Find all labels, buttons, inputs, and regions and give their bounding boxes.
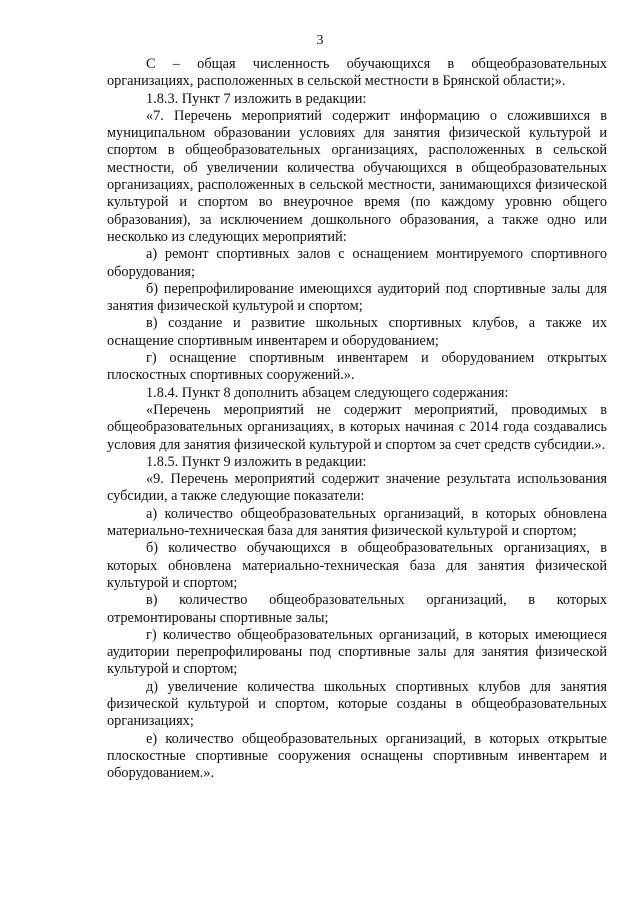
list-item-b-reprofiling: б) перепрофилирование имеющихся аудиторий под спортивные залы для занятия физической культурой и спортом; [107,280,607,315]
list-item-v-sports-clubs: в) создание и развитие школьных спортивных клубов, а также их оснащение спортивным инвентарем и оборудованием; [107,315,607,349]
paragraph-1-8-4-heading: 1.8.4. Пункт 8 дополнить абзацем следующего содержания: [146,384,509,401]
paragraph-1-8-3-heading: 1.8.3. Пункт 7 изложить в редакции: [146,90,367,107]
list-item-g-equipment: г) оснащение спортивным инвентарем и оборудованием открытых плоскостных спортивных сооружений.». [107,350,607,384]
paragraph-point-8-addition: «Перечень мероприятий не содержит мероприятий, проводимых в общеобразовательных организациях, в которых начиная с 2014 года создавались условия для занятия физической культурой и спортом за счет средств субсидии.». [107,401,607,453]
indicator-e: е) количество общеобразовательных организаций, в которых открытые плоскостные спортивные сооружения оснащены спортивным инвентарем и оборудованием.». [107,730,607,782]
list-item-a-repair: а) ремонт спортивных залов с оснащением монтируемого спортивного оборудования; [107,246,607,280]
indicator-g: г) количество общеобразовательных организаций, в которых имеющиеся аудитории перепрофилированы под спортивные залы для занятия физической культурой и спортом; [107,626,607,678]
page-number: 3 [316,33,324,48]
indicator-v: в) количество общеобразовательных организаций, в которых отремонтированы спортивные залы; [107,592,607,626]
paragraph-point-7: «7. Перечень мероприятий содержит информацию о сложившихся в муниципальном образовании условиях для занятия физической культурой и спортом в общеобразовательных организациях, расположенных в сельской местности, об увеличении количества обучающихся в общеобразовательных организациях, расположенных в сельской местности, занимающихся физической культурой и спортом во внеурочное время (по каждому уровню общего образования), за исключением дошкольного образования, а также одно или несколько из следующих мероприятий: [107,107,607,245]
indicator-d: д) увеличение количества школьных спортивных клубов для занятия физической культурой и спортом, которые созданы в общеобразовательных организациях; [107,678,607,730]
indicator-a: а) количество общеобразовательных организаций, в которых обновлена материально-техническая база для занятия физической культурой и спортом; [107,505,607,540]
paragraph-c-definition: С – общая численность обучающихся в общеобразовательных организациях, расположенных в сельской местности в Брянской области;». [107,56,607,90]
indicator-b: б) количество обучающихся в общеобразовательных организациях, в которых обновлена материально-техническая база для занятия физической культурой и спортом; [107,540,607,591]
document-body [107,56,607,782]
paragraph-point-9: «9. Перечень мероприятий содержит значение результата использования субсидии, а также следующие показатели: [107,471,607,505]
paragraph-1-8-5-heading: 1.8.5. Пункт 9 изложить в редакции: [146,453,367,470]
